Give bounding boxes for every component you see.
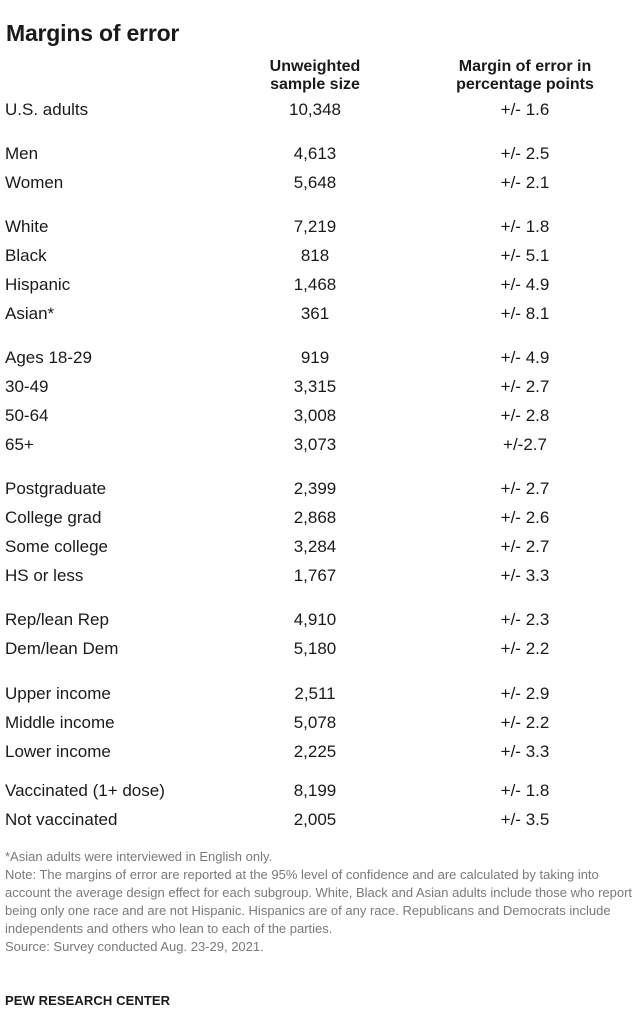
table-row: [0, 608, 640, 632]
table-row: [0, 98, 640, 122]
sample-size-value: 2,868: [293, 508, 337, 527]
sample-size-value: 8,199: [293, 781, 337, 800]
sample-size-value: 5,180: [293, 639, 337, 658]
table-row: [0, 711, 640, 735]
margin-of-error-value: +/- 1.8: [500, 217, 550, 236]
sample-size-value: 2,225: [293, 742, 337, 761]
margin-of-error-value: +/- 1.6: [500, 100, 550, 119]
sample-size-value: 361: [300, 304, 330, 323]
row-label: 50-64: [5, 406, 49, 425]
row-label: HS or less: [5, 566, 84, 585]
margin-of-error-value: +/- 2.9: [500, 684, 550, 703]
sample-size-value: 7,219: [293, 217, 337, 236]
sample-size-value: 3,073: [293, 435, 337, 454]
table-row: [0, 404, 640, 428]
margin-of-error-value: +/- 2.2: [500, 713, 550, 732]
row-label: Middle income: [5, 713, 115, 732]
margin-of-error-value: +/- 2.3: [500, 610, 550, 629]
row-label: 65+: [5, 435, 34, 454]
sample-size-value: 10,348: [289, 100, 341, 119]
table-row: [0, 244, 640, 268]
sample-size-value: 1,468: [293, 275, 337, 294]
margin-of-error-value: +/- 2.7: [500, 377, 550, 396]
margin-of-error-value: +/- 2.1: [500, 173, 550, 192]
row-label: Black: [5, 246, 47, 265]
sample-size-value: 2,005: [293, 810, 337, 829]
table-row: [0, 346, 640, 370]
row-label: White: [5, 217, 49, 236]
sample-size-value: 818: [300, 246, 330, 265]
table-row: [0, 535, 640, 559]
row-label: 30-49: [5, 377, 49, 396]
row-label: Hispanic: [5, 275, 71, 294]
row-label: Asian*: [5, 304, 55, 323]
margin-of-error-value: +/- 2.6: [500, 508, 550, 527]
margin-of-error-value: +/- 2.7: [500, 479, 550, 498]
sample-size-value: 919: [300, 348, 330, 367]
table-row: [0, 375, 640, 399]
row-label: Men: [5, 144, 39, 163]
margin-of-error-value: +/- 3.5: [500, 810, 550, 829]
column-header-margin-of-error: Margin of error in percentage points: [456, 58, 594, 93]
page-title: Margins of error: [6, 20, 180, 46]
sample-size-value: 5,648: [293, 173, 337, 192]
table-row: [0, 142, 640, 166]
table-row: [0, 302, 640, 326]
margin-of-error-value: +/- 2.2: [500, 639, 550, 658]
row-label: Dem/lean Dem: [5, 639, 119, 658]
table-row: [0, 682, 640, 706]
sample-size-value: 4,613: [293, 144, 337, 163]
table-row: [0, 808, 640, 832]
sample-size-value: 3,284: [293, 537, 337, 556]
sample-size-value: 3,315: [293, 377, 337, 396]
margin-of-error-value: +/- 5.1: [500, 246, 550, 265]
row-label: Some college: [5, 537, 109, 556]
margin-of-error-value: +/- 8.1: [500, 304, 550, 323]
margin-of-error-value: +/- 2.5: [500, 144, 550, 163]
row-label: Women: [5, 173, 64, 192]
row-label: Postgraduate: [5, 479, 107, 498]
sample-size-value: 3,008: [293, 406, 337, 425]
row-label: Lower income: [5, 742, 111, 761]
margin-of-error-value: +/- 2.7: [500, 537, 550, 556]
asterisk-note: *Asian adults were interviewed in English only.: [5, 849, 273, 864]
sample-size-value: 4,910: [293, 610, 337, 629]
table-row: [0, 215, 640, 239]
column-header-sample-size: Unweighted sample size: [269, 58, 361, 93]
methodology-note: Note: The margins of error are reported at the 95% level of confidence and are calculated by taking into account the average design effect for each subgroup. White, Black and Asian adults include those who report being only one race and are not Hispanic. Hispanics are of any race. Republicans and Democrats include independents and others who lean to each of the parties.: [5, 867, 633, 936]
table-row: [0, 564, 640, 588]
table-row: [0, 433, 640, 457]
table-row: [0, 740, 640, 764]
row-label: Not vaccinated: [5, 810, 118, 829]
table-row: [0, 171, 640, 195]
row-label: Ages 18-29: [5, 348, 92, 367]
sample-size-value: 1,767: [293, 566, 337, 585]
row-label: Rep/lean Rep: [5, 610, 109, 629]
margin-of-error-value: +/- 2.8: [500, 406, 550, 425]
footnotes: [5, 848, 633, 956]
table-row: [0, 506, 640, 530]
margin-of-error-value: +/-2.7: [503, 435, 547, 454]
sample-size-value: 2,399: [293, 479, 337, 498]
row-label: Upper income: [5, 684, 111, 703]
brand-footer: PEW RESEARCH CENTER: [5, 993, 171, 1008]
margin-of-error-value: +/- 3.3: [500, 566, 550, 585]
margin-of-error-value: +/- 4.9: [500, 348, 550, 367]
row-label: Vaccinated (1+ dose): [5, 781, 165, 800]
table-row: [0, 477, 640, 501]
source-note: Source: Survey conducted Aug. 23-29, 2021.: [5, 939, 264, 954]
margin-of-error-value: +/- 4.9: [500, 275, 550, 294]
table-row: [0, 779, 640, 803]
table-row: [0, 273, 640, 297]
row-label: U.S. adults: [5, 100, 89, 119]
row-label: College grad: [5, 508, 102, 527]
table-row: [0, 637, 640, 661]
sample-size-value: 2,511: [294, 684, 336, 703]
margin-of-error-value: +/- 3.3: [500, 742, 550, 761]
sample-size-value: 5,078: [293, 713, 337, 732]
margin-of-error-value: +/- 1.8: [500, 781, 550, 800]
